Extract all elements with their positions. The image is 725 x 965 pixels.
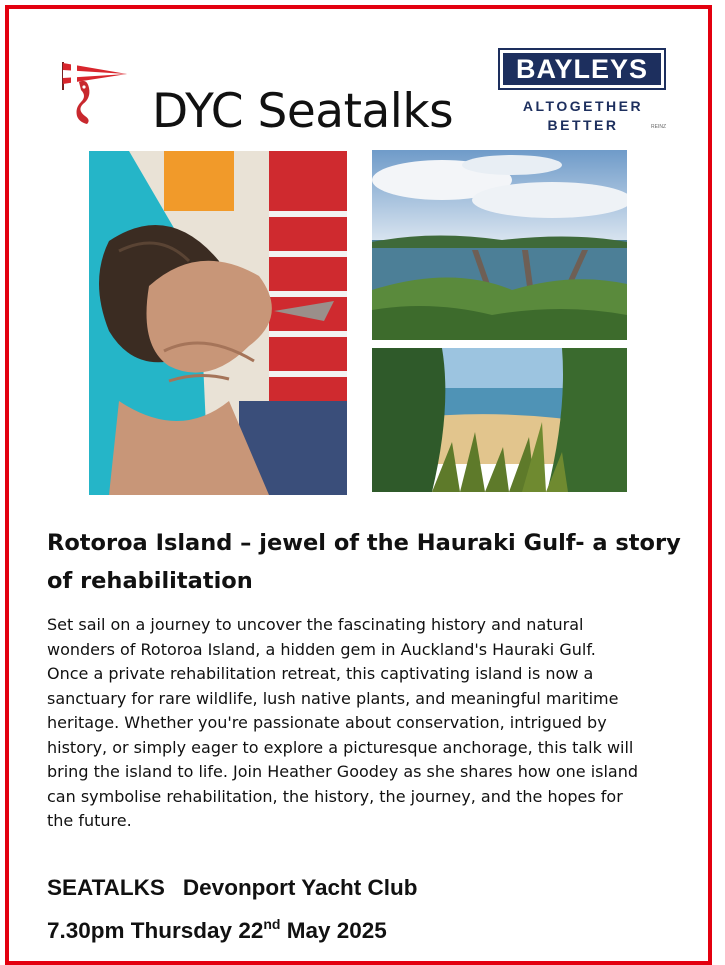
event-time-day: 7.30pm Thursday 22 [47,918,264,943]
sponsor-tagline-line1: ALTOGETHER [522,98,644,114]
island-pier-photo [372,150,627,340]
event-line-venue [47,875,418,901]
article-body: Set sail on a journey to uncover the fascinating history and natural wonders of Rotoroa Island, a hidden gem in Auckland's Hauraki Gulf. Once a private rehabilitation retreat, this captivating island is now a sanctuary for rare wildlife, lush native plants, and meaningful maritime heritage. Whether you're passionate about conservation, intrigued by history, or simply eager to explore a picturesque anchorage, this talk will bring the island to life. Join Heather Goodey as she shares how one island can symbolise rehabilitation, the history, the journey, and the hopes for the future. [47,615,639,830]
beach-bay-photo [372,348,627,492]
event-venue: Devonport Yacht Club [182,875,418,900]
event-line-datetime [47,918,387,944]
page-title: DYC Seatalks [152,84,454,139]
event-date-ordinal: nd [263,916,281,932]
dyc-burgee-logo-icon [57,60,129,126]
event-month-year: May 2025 [280,918,387,943]
event-series: SEATALKS [47,875,165,900]
bayleys-logo [498,48,666,90]
sponsor-tagline-line2: BETTER [547,117,619,133]
bayleys-wordmark: BAYLEYS [503,53,661,85]
reinz-mark: REINZ [651,124,666,130]
article-heading: Rotoroa Island – jewel of the Hauraki Gulf- a story of rehabilitation [47,530,681,594]
kiwi-bird-photo [89,151,347,495]
